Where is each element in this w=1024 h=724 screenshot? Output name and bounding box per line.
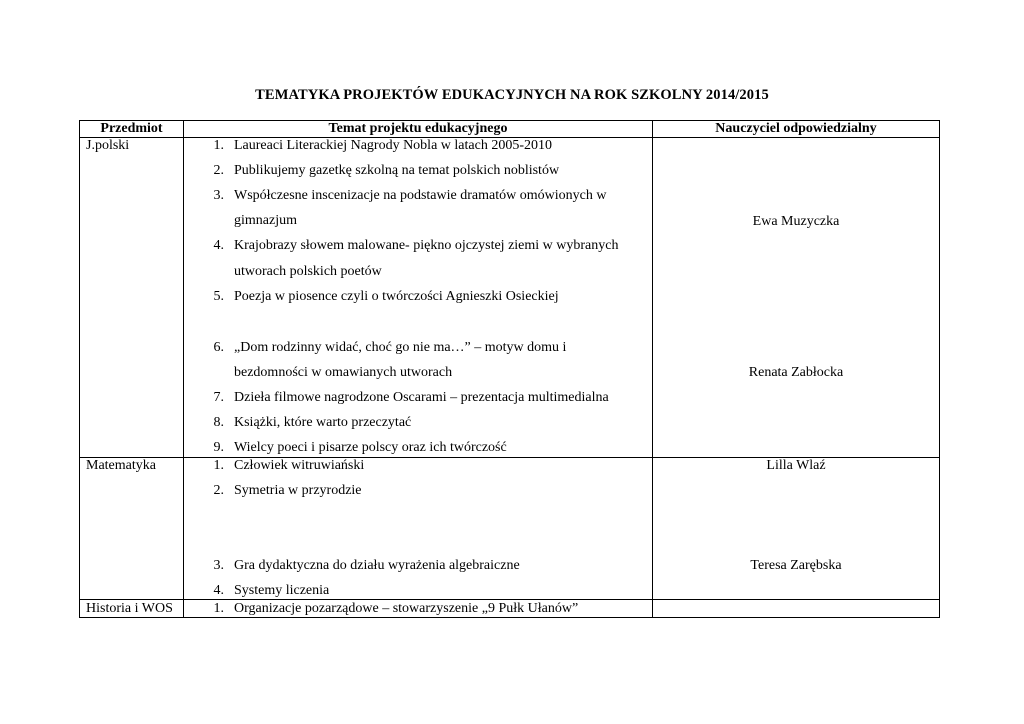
topic-number: 7. — [213, 390, 224, 405]
topic-text: Organizacje pozarządowe – stowarzyszenie „9 Pułk Ułanów” — [234, 601, 579, 616]
subject-cell: Historia i WOS — [86, 601, 173, 616]
topic-number: 1. — [213, 138, 224, 153]
topic-text: Dzieła filmowe nagrodzone Oscarami – prezentacja multimedialna — [234, 390, 609, 405]
topic-text: „Dom rodzinny widać, choć go nie ma…” – motyw domu i — [234, 340, 567, 355]
topic-text: Laureaci Literackiej Nagrody Nobla w latach 2005-2010 — [234, 138, 552, 153]
topic-number: 3. — [213, 188, 224, 203]
topic-number: 5. — [213, 289, 224, 304]
table-row-divider — [79, 599, 940, 600]
header-topic: Temat projektu edukacyjnego — [328, 121, 508, 136]
topic-text: gimnazjum — [234, 213, 297, 228]
topic-text: Współczesne inscenizacje na podstawie dramatów omówionych w — [234, 188, 607, 203]
topic-number: 9. — [213, 440, 224, 455]
topic-text: Książki, które warto przeczytać — [234, 415, 412, 430]
teacher-cell: Lilla Wlaź — [766, 458, 826, 473]
header-subject: Przedmiot — [100, 121, 163, 136]
table-border-bottom — [79, 617, 940, 618]
topic-text: bezdomności w omawianych utworach — [234, 365, 453, 380]
topic-text: Człowiek witruwiański — [234, 458, 365, 473]
topic-number: 1. — [213, 601, 224, 616]
topic-text: utworach polskich poetów — [234, 264, 382, 279]
teacher-cell: Renata Zabłocka — [748, 365, 844, 380]
table-border-right — [939, 120, 940, 618]
topic-number: 4. — [213, 238, 224, 253]
topic-number: 2. — [213, 163, 224, 178]
teacher-cell: Teresa Zarębska — [750, 558, 842, 573]
teacher-cell: Ewa Muzyczka — [752, 214, 840, 229]
topic-text: Gra dydaktyczna do działu wyrażenia algebraiczne — [234, 558, 520, 573]
document-title: TEMATYKA PROJEKTÓW EDUKACYJNYCH NA ROK SZKOLNY 2014/2015 — [255, 87, 769, 103]
topic-number: 4. — [213, 583, 224, 598]
header-teacher: Nauczyciel odpowiedzialny — [715, 121, 877, 136]
topic-text: Wielcy poeci i pisarze polscy oraz ich twórczość — [234, 440, 507, 455]
topic-text: Krajobrazy słowem malowane- piękno ojczystej ziemi w wybranych — [234, 238, 619, 253]
topic-number: 2. — [213, 483, 224, 498]
topic-number: 6. — [213, 340, 224, 355]
topic-number: 3. — [213, 558, 224, 573]
topic-text: Publikujemy gazetkę szkolną na temat polskich noblistów — [234, 163, 560, 178]
topic-text: Systemy liczenia — [234, 583, 330, 598]
subject-cell: Matematyka — [86, 458, 156, 473]
topic-text: Poezja w piosence czyli o twórczości Agnieszki Osieckiej — [234, 289, 559, 304]
topic-number: 8. — [213, 415, 224, 430]
topic-text: Symetria w przyrodzie — [234, 483, 362, 498]
topic-number: 1. — [213, 458, 224, 473]
table-column-divider — [183, 120, 184, 618]
subject-cell: J.polski — [86, 138, 130, 153]
table-border-left — [79, 120, 80, 618]
